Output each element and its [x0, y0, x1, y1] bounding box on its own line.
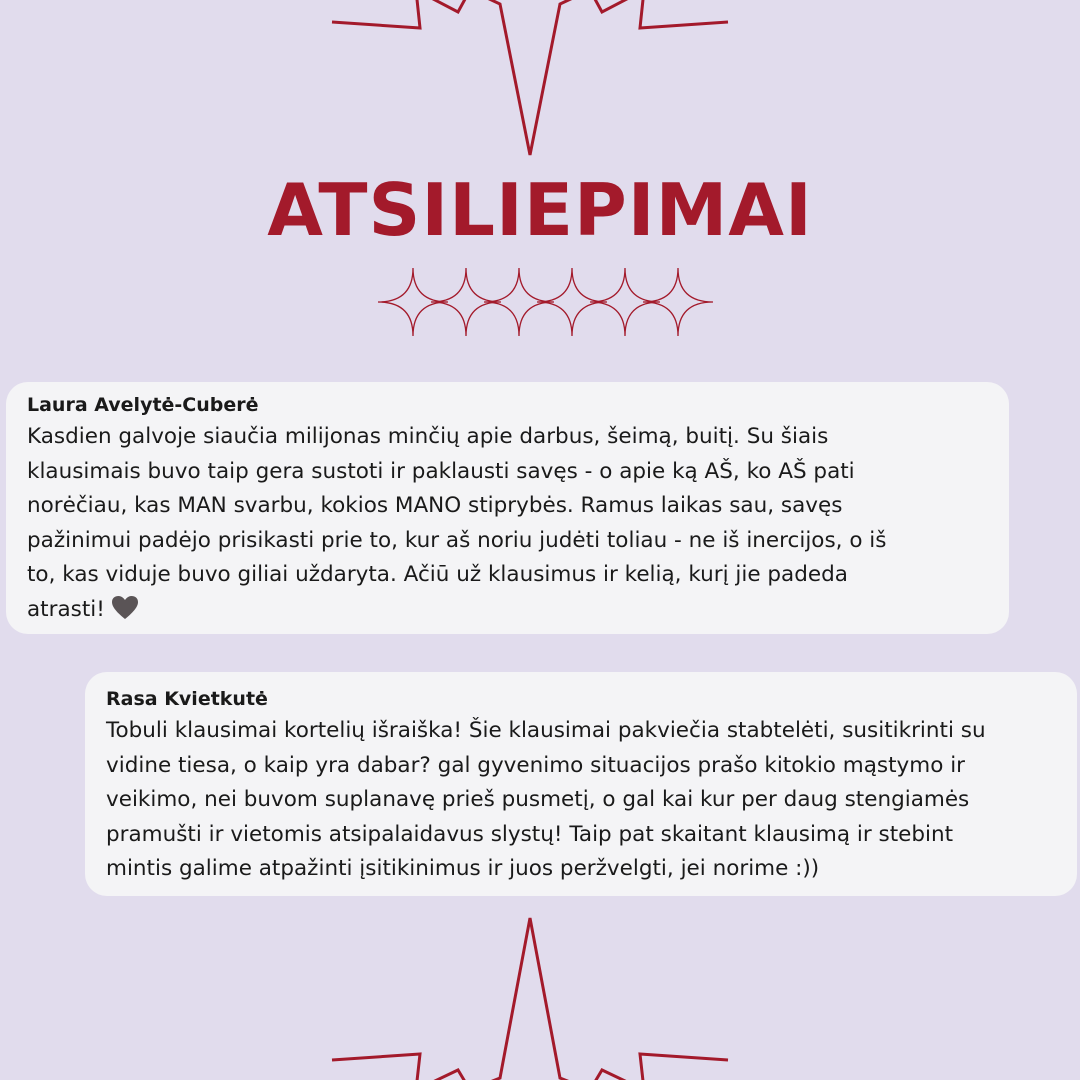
review-text: Tobuli klausimai kortelių išraiška! Šie klausimai pakviečia stabtelėti, susitikrinti su vidine tiesa, o kaip yra dabar? gal gyvenimo situacijos prašo kitokio mąstymo ir veikimo, nei buvom suplanavę prieš pusmetį, o gal kai kur per daug stengiamės pramušti ir vietomis atsipalaidavus slystų! Taip pat skaitant klausimą ir stebint mintis galime atpažinti įsitikinimus ir juos peržvelgti, jei norime :)) — [106, 718, 986, 881]
review-text: Kasdien galvoje siaučia milijonas minčių apie darbus, šeimą, buitį. Su šiais klausimais buvo taip gera sustoti ir paklausti savęs - o apie ką AŠ, ko AŠ pati norėčiau, kas MAN svarbu, kokios MANO stiprybės. Ramus laikas sau, savęs pažinimui padėjo prisikasti prie to, kur aš noriu judėti toliau - ne iš inercijos, o iš to, kas viduje buvo giliai uždaryta. Ačiū už klausimus ir kelią, kurį jie padeda atrasti! — [27, 424, 887, 622]
heart-icon — [111, 595, 139, 621]
review-author: Rasa Kvietkutė — [106, 688, 268, 710]
page-title: ATSILIEPIMAI — [267, 168, 813, 252]
review-author: Laura Avelytė-Cuberė — [27, 394, 259, 416]
review-card — [6, 382, 1009, 634]
review-card — [85, 672, 1077, 896]
